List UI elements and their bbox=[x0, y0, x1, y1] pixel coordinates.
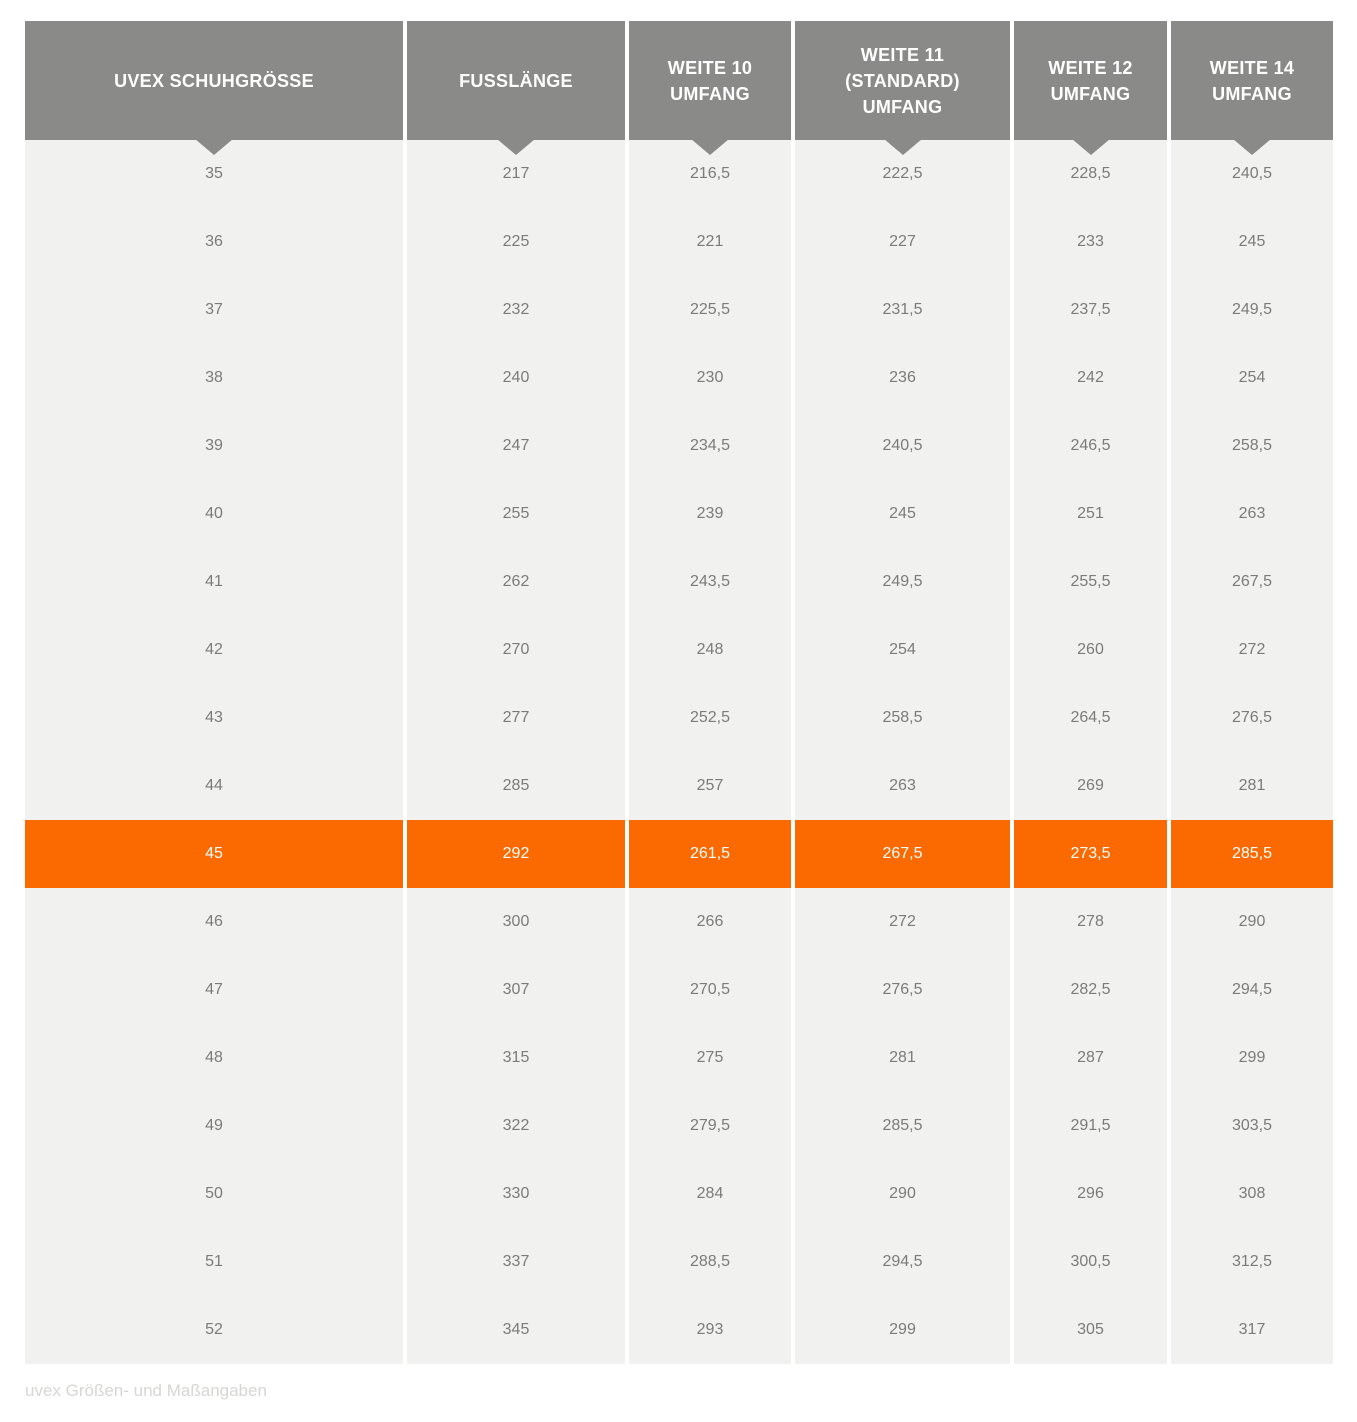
table-cell: 44 bbox=[25, 752, 403, 820]
table-cell: 299 bbox=[1171, 1024, 1333, 1092]
table-cell: 242 bbox=[1014, 344, 1167, 412]
table-cell: 266 bbox=[629, 888, 791, 956]
table-cell: 216,5 bbox=[629, 140, 791, 208]
table-cell: 254 bbox=[1171, 344, 1333, 412]
size-row-44[interactable] bbox=[25, 752, 1333, 820]
table-cell: 260 bbox=[1014, 616, 1167, 684]
table-cell: 264,5 bbox=[1014, 684, 1167, 752]
table-cell: 269 bbox=[1014, 752, 1167, 820]
table-cell: 225,5 bbox=[629, 276, 791, 344]
table-cell: 249,5 bbox=[795, 548, 1010, 616]
column-header-fusslaenge bbox=[407, 21, 625, 140]
table-cell: 245 bbox=[795, 480, 1010, 548]
header-pointer-down-icon bbox=[691, 139, 729, 155]
table-cell: 270 bbox=[407, 616, 625, 684]
table-cell: 236 bbox=[795, 344, 1010, 412]
table-cell: 337 bbox=[407, 1228, 625, 1296]
table-cell: 230 bbox=[629, 344, 791, 412]
table-cell: 240 bbox=[407, 344, 625, 412]
table-cell: 272 bbox=[795, 888, 1010, 956]
table-cell: 276,5 bbox=[795, 956, 1010, 1024]
table-cell: 285 bbox=[407, 752, 625, 820]
table-cell: 345 bbox=[407, 1296, 625, 1364]
table-cell: 296 bbox=[1014, 1160, 1167, 1228]
table-cell: 247 bbox=[407, 412, 625, 480]
size-row-41[interactable] bbox=[25, 548, 1333, 616]
table-cell: 278 bbox=[1014, 888, 1167, 956]
table-cell: 221 bbox=[629, 208, 791, 276]
table-cell: 49 bbox=[25, 1092, 403, 1160]
column-header-weite-12 bbox=[1014, 21, 1167, 140]
table-cell: 285,5 bbox=[795, 1092, 1010, 1160]
table-cell: 232 bbox=[407, 276, 625, 344]
size-row-42[interactable] bbox=[25, 616, 1333, 684]
table-cell: 279,5 bbox=[629, 1092, 791, 1160]
table-cell: 303,5 bbox=[1171, 1092, 1333, 1160]
column-header-weite-14 bbox=[1171, 21, 1333, 140]
table-cell: 38 bbox=[25, 344, 403, 412]
table-cell: 291,5 bbox=[1014, 1092, 1167, 1160]
table-cell: 281 bbox=[795, 1024, 1010, 1092]
table-cell: 41 bbox=[25, 548, 403, 616]
header-pointer-down-icon bbox=[195, 139, 233, 155]
column-header-label: WEITE 12 UMFANG bbox=[1048, 57, 1133, 104]
table-cell: 273,5 bbox=[1014, 820, 1167, 888]
table-cell: 255,5 bbox=[1014, 548, 1167, 616]
table-cell: 43 bbox=[25, 684, 403, 752]
table-cell: 47 bbox=[25, 956, 403, 1024]
table-cell: 234,5 bbox=[629, 412, 791, 480]
table-cell: 258,5 bbox=[1171, 412, 1333, 480]
size-row-45[interactable] bbox=[25, 820, 1333, 888]
header-pointer-down-icon bbox=[1072, 139, 1110, 155]
size-row-47[interactable] bbox=[25, 956, 1333, 1024]
table-cell: 36 bbox=[25, 208, 403, 276]
table-cell: 262 bbox=[407, 548, 625, 616]
size-row-46[interactable] bbox=[25, 888, 1333, 956]
table-cell: 46 bbox=[25, 888, 403, 956]
column-header-weite-11 bbox=[795, 21, 1010, 140]
table-cell: 275 bbox=[629, 1024, 791, 1092]
table-cell: 293 bbox=[629, 1296, 791, 1364]
table-cell: 317 bbox=[1171, 1296, 1333, 1364]
table-cell: 51 bbox=[25, 1228, 403, 1296]
size-row-39[interactable] bbox=[25, 412, 1333, 480]
table-cell: 258,5 bbox=[795, 684, 1010, 752]
size-row-49[interactable] bbox=[25, 1092, 1333, 1160]
header-pointer-down-icon bbox=[497, 139, 535, 155]
table-cell: 42 bbox=[25, 616, 403, 684]
table-cell: 305 bbox=[1014, 1296, 1167, 1364]
table-cell: 37 bbox=[25, 276, 403, 344]
size-row-51[interactable] bbox=[25, 1228, 1333, 1296]
table-cell: 245 bbox=[1171, 208, 1333, 276]
table-cell: 299 bbox=[795, 1296, 1010, 1364]
table-cell: 40 bbox=[25, 480, 403, 548]
table-header-row bbox=[25, 21, 1333, 140]
table-cell: 312,5 bbox=[1171, 1228, 1333, 1296]
table-body bbox=[25, 140, 1333, 1364]
table-cell: 294,5 bbox=[1171, 956, 1333, 1024]
table-cell: 240,5 bbox=[1171, 140, 1333, 208]
size-row-38[interactable] bbox=[25, 344, 1333, 412]
table-cell: 285,5 bbox=[1171, 820, 1333, 888]
table-cell: 276,5 bbox=[1171, 684, 1333, 752]
table-cell: 228,5 bbox=[1014, 140, 1167, 208]
table-cell: 292 bbox=[407, 820, 625, 888]
table-cell: 45 bbox=[25, 820, 403, 888]
table-cell: 227 bbox=[795, 208, 1010, 276]
header-pointer-down-icon bbox=[1233, 139, 1271, 155]
table-cell: 222,5 bbox=[795, 140, 1010, 208]
table-cell: 233 bbox=[1014, 208, 1167, 276]
table-cell: 249,5 bbox=[1171, 276, 1333, 344]
table-cell: 239 bbox=[629, 480, 791, 548]
table-cell: 39 bbox=[25, 412, 403, 480]
table-cell: 272 bbox=[1171, 616, 1333, 684]
table-cell: 225 bbox=[407, 208, 625, 276]
table-cell: 231,5 bbox=[795, 276, 1010, 344]
table-cell: 290 bbox=[1171, 888, 1333, 956]
column-header-label: UVEX SCHUHGRÖSSE bbox=[114, 70, 314, 91]
table-cell: 300 bbox=[407, 888, 625, 956]
table-cell: 281 bbox=[1171, 752, 1333, 820]
column-header-label: WEITE 10 UMFANG bbox=[667, 57, 753, 104]
table-cell: 248 bbox=[629, 616, 791, 684]
size-row-52[interactable] bbox=[25, 1296, 1333, 1364]
uvex-size-chart bbox=[25, 21, 1333, 1364]
table-cell: 240,5 bbox=[795, 412, 1010, 480]
table-cell: 267,5 bbox=[795, 820, 1010, 888]
column-header-label: FUSSLÄNGE bbox=[459, 70, 573, 91]
table-cell: 284 bbox=[629, 1160, 791, 1228]
table-cell: 267,5 bbox=[1171, 548, 1333, 616]
table-cell: 282,5 bbox=[1014, 956, 1167, 1024]
table-cell: 261,5 bbox=[629, 820, 791, 888]
column-header-label: WEITE 11 (STANDARD) UMFANG bbox=[845, 44, 960, 117]
table-cell: 277 bbox=[407, 684, 625, 752]
table-cell: 251 bbox=[1014, 480, 1167, 548]
table-cell: 257 bbox=[629, 752, 791, 820]
table-cell: 243,5 bbox=[629, 548, 791, 616]
chart-caption: uvex Größen- und Maßangaben bbox=[25, 1381, 267, 1400]
table-cell: 35 bbox=[25, 140, 403, 208]
table-cell: 300,5 bbox=[1014, 1228, 1167, 1296]
table-cell: 308 bbox=[1171, 1160, 1333, 1228]
table-cell: 288,5 bbox=[629, 1228, 791, 1296]
table-cell: 48 bbox=[25, 1024, 403, 1092]
table-cell: 263 bbox=[795, 752, 1010, 820]
table-cell: 263 bbox=[1171, 480, 1333, 548]
column-header-weite-10 bbox=[629, 21, 791, 140]
table-cell: 270,5 bbox=[629, 956, 791, 1024]
column-header-label: WEITE 14 UMFANG bbox=[1209, 57, 1295, 104]
table-cell: 237,5 bbox=[1014, 276, 1167, 344]
size-row-40[interactable] bbox=[25, 480, 1333, 548]
size-row-48[interactable] bbox=[25, 1024, 1333, 1092]
size-row-43[interactable] bbox=[25, 684, 1333, 752]
column-header-schuhgroesse bbox=[25, 21, 403, 140]
size-row-50[interactable] bbox=[25, 1160, 1333, 1228]
table-cell: 254 bbox=[795, 616, 1010, 684]
table-cell: 52 bbox=[25, 1296, 403, 1364]
table-cell: 294,5 bbox=[795, 1228, 1010, 1296]
table-cell: 217 bbox=[407, 140, 625, 208]
table-cell: 246,5 bbox=[1014, 412, 1167, 480]
table-cell: 252,5 bbox=[629, 684, 791, 752]
table-cell: 255 bbox=[407, 480, 625, 548]
table-cell: 287 bbox=[1014, 1024, 1167, 1092]
table-cell: 330 bbox=[407, 1160, 625, 1228]
table-cell: 290 bbox=[795, 1160, 1010, 1228]
size-row-37[interactable] bbox=[25, 276, 1333, 344]
table-cell: 307 bbox=[407, 956, 625, 1024]
size-row-36[interactable] bbox=[25, 208, 1333, 276]
table-cell: 50 bbox=[25, 1160, 403, 1228]
header-pointer-down-icon bbox=[884, 139, 922, 155]
table-cell: 315 bbox=[407, 1024, 625, 1092]
table-cell: 322 bbox=[407, 1092, 625, 1160]
